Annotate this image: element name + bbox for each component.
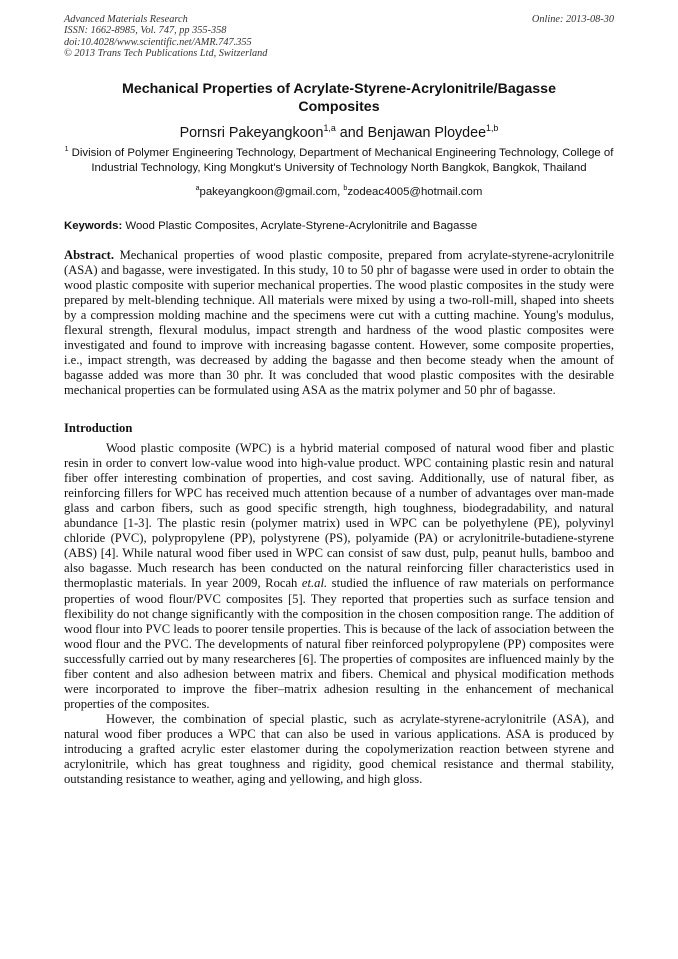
author-separator: and — [335, 125, 368, 142]
email-mark: b — [343, 184, 348, 192]
email-mark: a — [195, 184, 200, 192]
online-date: Online: 2013-08-30 — [531, 14, 614, 25]
intro-paragraph — [64, 441, 614, 712]
journal-header — [64, 14, 614, 59]
email-address: zodeac4005@hotmail.com — [347, 185, 483, 198]
intro-text: Wood plastic composite (WPC) is a hybrid material composed of natural wood fiber and plastic resin in order to convert low-value wood into high-value product. WPC containing plastic resin and natural fiber offer interesting combination of properties, and cost saving. Additionally, use of natural fiber, as reinforcing fillers for WPC has received much attention because of a number of advantages over man-made glass and carbon fibers, such as good specific strength, high toughness, biodegradability, and natural abundance [1-3]. The plastic resin (polymer matrix) used in WPC can be polyethylene (PE), polyvinyl chloride (PVC), polypropylene (PP), polystyrene (PS), polyamide (PA) or acrylonitrile-butadiene-styrene (ABS) [4]. While natural wood fiber used in WPC can consist of saw dust, pulp, peanut hulls, bamboo and also bagasse. Much research has been conducted on the natural reinforcing filler characteristics used in thermoplastic materials. In year 2009, Rocah — [64, 441, 614, 591]
intro-etal: et.al. — [301, 576, 328, 591]
journal-issn: ISSN: 1662-8985, Vol. 747, pp 355-358 — [64, 25, 227, 37]
keywords-text: Wood Plastic Composites, Acrylate-Styrene-Acrylonitrile and Bagasse — [122, 219, 478, 232]
journal-doi: doi:10.4028/www.scientific.net/AMR.747.355 — [64, 36, 252, 48]
affiliation-text: Division of Polymer Engineering Technology, Department of Mechanical Engineering Technology, College of Industrial Technology, King Mongkut's University of Technology North Bangkok, Bangkok, Thailand — [68, 147, 614, 175]
author-affil-mark: 1,b — [486, 123, 499, 134]
abstract-label: Abstract. — [64, 247, 115, 262]
author-name: Benjawan Ploydee — [367, 125, 487, 142]
journal-copyright: © 2013 Trans Tech Publications Ltd, Switzerland — [64, 47, 268, 59]
intro-paragraph: However, the combination of special plastic, such as acrylate-styrene-acrylonitrile (ASA), and natural wood fiber produces a WPC that can also be used in various applications. ASA is produced by introducing a grafted acrylic ester elastomer during the copolymerization reaction between styrene and acrylonitrile, which has great toughness and rigidity, good chemical resistance and thermal stability, outstanding resistance to weather, aging and yellowing, and high gloss. — [64, 711, 614, 787]
keywords-label: Keywords: — [64, 219, 123, 232]
abstract — [64, 248, 614, 398]
journal-name: Advanced Materials Research — [64, 14, 188, 25]
author-emails — [64, 185, 614, 199]
affiliation-mark: 1 — [64, 146, 69, 154]
author-affil-mark: 1,a — [323, 123, 336, 134]
author-name: Pornsri Pakeyangkoon — [179, 125, 324, 142]
author-line — [64, 124, 614, 142]
affiliation — [64, 146, 614, 176]
paper-title: Mechanical Properties of Acrylate-Styrene-Acrylonitrile/Bagasse Composites — [122, 81, 556, 115]
section-heading: Introduction — [64, 421, 133, 436]
keywords — [64, 219, 614, 233]
abstract-text: Mechanical properties of wood plastic composite, prepared from acrylate-styrene-acrylonitrile (ASA) and bagasse, were investigated. In this study, 10 to 50 phr of bagasse were used in order to obtain the wood plastic composite with superior mechanical properties. The wood plastic composites in the study were prepared by melt-blending technique. All materials were mixed by using a two-roll-mill, shaped into sheets by a compression molding machine and the specimens were cut with a cutting machine. Young's modulus, flexural strength, flexural modulus, impact strength and hardness of the wood plastic composites were investigated and found to improve with increasing bagasse content. However, some composite properties, i.e., impact strength, was decreased by adding the bagasse and then become steady when the amount of bagasse added was more than 30 phr. It was concluded that wood plastic composites with the desirable mechanical properties can be formulated using ASA as the matrix polymer and 50 phr of bagasse. — [64, 247, 614, 398]
email-address: pakeyangkoon@gmail.com, — [199, 185, 344, 198]
intro-text: studied the influence of raw materials on performance properties of wood flour/PVC composites [5]. They reported that properties such as surface tension and flexibility do not change significantly with the composition in the chosen composition range. The addition of wood flour into PVC leads to poorer tensile properties. This is because of the lack of association between the wood flour and the PVC. The developments of natural fiber reinforced polypropylene (PP) composites were successfully carried out by many researcheres [6]. The properties of composites are influenced mainly by the fiber content and also adhesion between matrix and fibers. Chemical and physical modification methods were incorporated to improve the fiber–matrix adhesion resulting in the enhancement of mechanical properties of the composites. — [64, 576, 614, 711]
